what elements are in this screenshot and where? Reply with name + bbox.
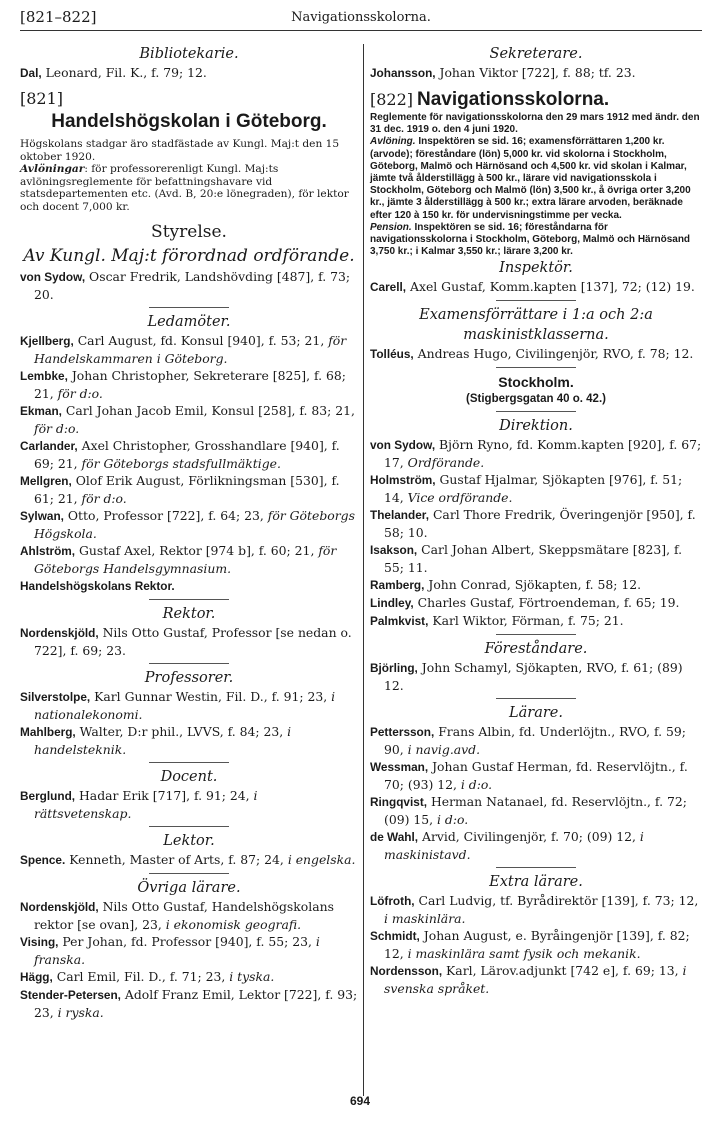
intro-entries (370, 64, 702, 82)
staff-name: Holmström, (370, 473, 436, 488)
page-number: 694 (349, 1094, 371, 1108)
section-rule (149, 307, 229, 308)
staff-entry (20, 851, 358, 869)
left-sections (20, 220, 358, 1021)
section-heading: Docent. (160, 768, 218, 785)
staff-details: Nils Otto Gustaf, Professor [se nedan o. 722], f. 69; 23. (34, 624, 352, 658)
staff-name: Dal, (20, 66, 42, 80)
staff-entry (20, 367, 358, 402)
staff-details: Hadar Erik [717], f. 91; 24, (75, 787, 254, 803)
staff-details: Arvid, Civilingenjör, f. 70; (09) 12, (418, 829, 640, 845)
salary-lead: Avlöningar (20, 163, 85, 176)
staff-note: för Göteborgs Högskola. (34, 507, 355, 541)
staff-name: Sylwan, (20, 508, 64, 523)
staff-details: Walter, D:r phil., LVVS, f. 84; 23, (75, 723, 288, 739)
staff-note: Vice ordförande. (407, 490, 513, 506)
section-heading: Inspektör. (499, 260, 573, 277)
staff-details: Johan Gustaf Herman, fd. Reservlöjtn., f. 70; (93) 12, (384, 759, 688, 793)
staff-details: Björn Ryno, fd. Komm.kapten [920], f. 67; 17, (384, 437, 702, 471)
staff-details: John Conrad, Sjökapten, f. 58; 12. (424, 577, 642, 593)
staff-entry (20, 898, 358, 933)
staff-note: för d:o. (57, 385, 103, 401)
staff-note: i maskinlära. (384, 911, 466, 927)
department-title: Navigationsskolorna. (416, 89, 610, 110)
staff-entry (370, 793, 702, 828)
staff-name: Pettersson, (370, 725, 435, 740)
section-address: (Stigbergsgatan 40 o. 42.) (466, 393, 606, 406)
staff-details: Karl, Lärov.adjunkt [742 e], f. 69; 13, (442, 963, 683, 979)
department-header (20, 88, 358, 134)
staff-details: Karl Wiktor, Förman, f. 75; 21. (428, 613, 624, 629)
staff-details: Johan Viktor [722], f. 88; tf. 23. (435, 65, 636, 80)
staff-name: von Sydow, (20, 269, 86, 284)
staff-name: Ahlström, (20, 543, 76, 558)
staff-details: Olof Erik August, Förlikningsman [530], f. 61; 21, (34, 472, 340, 506)
staff-details: Axel Christopher, Grosshandlare [940], f. 69; 21, (34, 437, 340, 471)
staff-name: Mahlberg, (20, 724, 76, 739)
staff-name: Spence. (20, 852, 66, 867)
staff-details: Herman Natanael, fd. Reservlöjtn., f. 72; (09) 15, (384, 794, 687, 828)
section-rule (496, 411, 576, 412)
staff-name: Schmidt, (370, 929, 420, 944)
staff-name: Lindley, (370, 596, 414, 611)
staff-note: i engelska. (287, 851, 356, 867)
section-heading: Bibliotekarie. (139, 46, 239, 62)
right-column (370, 44, 702, 997)
staff-entry (20, 402, 358, 437)
salary-text: : för professorerenligt Kungl. Maj:ts avlöningsreglemente för befattningshavare vid statsdepartementen etc. (Avd. B, 20:e lönegraden), för lektor och docent 7,000 kr. (20, 163, 349, 213)
staff-details: Kenneth, Master of Arts, f. 87; 24, (65, 851, 288, 867)
staff-name: Tolléus, (370, 347, 414, 362)
staff-name: Kjellberg, (20, 333, 74, 348)
staff-note: för Handelskammaren i Göteborg. (34, 332, 347, 366)
section-heading: Ledamöter. (147, 313, 231, 330)
staff-note: i ekonomisk geografi. (165, 916, 302, 932)
staff-entry (370, 659, 702, 694)
staff-entry (370, 541, 702, 576)
staff-entry (370, 345, 702, 363)
staff-entry (20, 542, 358, 577)
staff-name: Hägg, (20, 969, 53, 984)
staff-name: Carlander, (20, 438, 78, 453)
staff-note: för Göteborgs stadsfullmäktige. (81, 455, 281, 471)
staff-entry (20, 933, 358, 968)
staff-entry (20, 968, 358, 986)
staff-entry (370, 927, 702, 962)
staff-entry (370, 723, 702, 758)
staff-name: Silverstolpe, (20, 689, 91, 704)
section-heading: Övriga lärare. (137, 879, 241, 896)
staff-name: de Wahl, (370, 830, 419, 845)
section-rule (496, 867, 576, 868)
staff-details: Karl Gunnar Westin, Fil. D., f. 91; 23, (90, 688, 332, 704)
department-pension (370, 222, 702, 259)
department-salary (20, 163, 358, 213)
staff-details: Carl Johan Jacob Emil, Konsul [258], f. 83; 21, (61, 402, 355, 418)
right-sections (370, 258, 702, 997)
staff-entry (20, 437, 358, 472)
staff-entry (370, 612, 702, 630)
section-heading: Av Kungl. Maj:t förordnad ordförande. (23, 245, 355, 266)
staff-entry (20, 688, 358, 723)
staff-note: i rättsvetenskap. (34, 787, 258, 821)
staff-entry (370, 436, 702, 471)
section-rule (496, 634, 576, 635)
staff-entry (370, 64, 702, 82)
staff-note: för Göteborgs Handelsgymnasium. (34, 542, 337, 576)
section-heading: Professorer. (144, 669, 234, 686)
staff-entry (20, 986, 358, 1021)
staff-note: i maskinlära samt fysik och mekanik. (407, 946, 641, 962)
pension-lead: Pension. (370, 221, 412, 233)
staff-note: för d:o. (34, 420, 80, 436)
staff-entry (20, 472, 358, 507)
staff-name: Carell, (370, 280, 407, 295)
staff-details: Leonard, Fil. K., f. 79; 12. (41, 65, 207, 80)
staff-entry (20, 332, 358, 367)
staff-details: Nils Otto Gustaf, Handelshögskolans rektor [se ovan], 23, (34, 898, 334, 932)
staff-details: Gustaf Axel, Rektor [974 b], f. 60; 21, (75, 542, 319, 558)
staff-details: Johan August, e. Byråingenjör [139], f. 82; 12, (384, 928, 690, 962)
staff-details: Adolf Franz Emil, Lektor [722], f. 93; 23, (34, 986, 358, 1020)
staff-note: i nationalekonomi. (34, 688, 336, 722)
left-column (20, 44, 358, 1021)
staff-name: Johansson, (370, 66, 436, 80)
staff-note: i franska. (34, 933, 320, 967)
staff-name: Nordenskjöld, (20, 625, 99, 640)
staff-name: Handelshögskolans Rektor. (20, 578, 175, 593)
staff-details: Charles Gustaf, Förtroendeman, f. 65; 19. (413, 595, 680, 611)
staff-entry (20, 787, 358, 822)
department-number: [822] (370, 90, 414, 109)
department-statute: Reglemente för navigationsskolorna den 29 mars 1912 med ändr. den 31 dec. 1919 o. den 4 juni 1920. (370, 112, 700, 136)
staff-name: Nordensson, (370, 964, 443, 979)
department-number: [821] (20, 89, 64, 108)
staff-note: i d:o. (437, 812, 469, 828)
staff-entry (370, 828, 702, 863)
staff-name: Wessman, (370, 760, 429, 775)
staff-details: John Schamyl, Sjökapten, RVO, f. 61; (89) 12. (384, 660, 683, 694)
section-rule (496, 367, 576, 368)
staff-name: Ekman, (20, 403, 62, 418)
staff-entry (370, 506, 702, 541)
staff-name: Berglund, (20, 788, 76, 803)
staff-name: Lembke, (20, 368, 68, 383)
staff-entry (370, 278, 702, 296)
section-heading: Lektor. (163, 832, 215, 849)
staff-note: i svenska språket. (384, 963, 687, 997)
salary-lead: Avlöning. (370, 136, 416, 148)
section-heading: Examensförrättare i 1:a och 2:a maskinistklasserna. (419, 307, 653, 344)
staff-name: Palmkvist, (370, 614, 429, 629)
section-rule (496, 300, 576, 301)
staff-name: Björling, (370, 661, 418, 676)
staff-entry (370, 594, 702, 612)
staff-entry (370, 471, 702, 506)
staff-entry (20, 64, 358, 82)
staff-note: i ryska. (57, 1004, 104, 1020)
department-header (370, 88, 702, 112)
intro-entries (20, 64, 358, 82)
section-heading: Stockholm. (498, 374, 574, 391)
staff-name: Ramberg, (370, 578, 425, 593)
staff-name: Isakson, (370, 543, 418, 558)
staff-name: Thelander, (370, 508, 430, 523)
staff-note: för d:o. (81, 490, 127, 506)
staff-name: Nordenskjöld, (20, 899, 99, 914)
section-rule (149, 762, 229, 763)
staff-entry (370, 962, 702, 997)
section-heading: Styrelse. (151, 221, 227, 242)
staff-entry (370, 892, 702, 927)
staff-name: Ringqvist, (370, 795, 428, 810)
section-heading: Rektor. (162, 605, 216, 622)
staff-details: Carl Johan Albert, Skeppsmätare [823], f. 55; 11. (384, 542, 683, 576)
staff-details: Carl August, fd. Konsul [940], f. 53; 21, (73, 332, 329, 348)
staff-name: Vising, (20, 934, 59, 949)
staff-details: Otto, Professor [722], f. 64; 23, (63, 507, 268, 523)
staff-note: i maskinistavd. (384, 829, 644, 863)
staff-entry (370, 576, 702, 594)
section-heading: Föreståndare. (484, 641, 588, 658)
staff-details: Carl Emil, Fil. D., f. 71; 23, (52, 968, 230, 984)
staff-details: Per Johan, fd. Professor [940], f. 55; 23, (58, 933, 316, 949)
staff-details: Andreas Hugo, Civilingenjör, RVO, f. 78; 12. (413, 346, 694, 362)
staff-details: Axel Gustaf, Komm.kapten [137], 72; (12) 19. (406, 279, 695, 295)
running-title: Navigationsskolorna. (291, 10, 431, 25)
staff-note: i navig.avd. (407, 742, 481, 758)
department-statute: Högskolans stadgar äro stadfästade av Kungl. Maj:t den 15 oktober 1920. (20, 138, 340, 163)
staff-details: Johan Christopher, Sekreterare [825], f. 68; 21, (34, 367, 346, 401)
staff-entry (20, 268, 358, 303)
staff-entry (20, 507, 358, 542)
staff-entry (20, 624, 358, 659)
staff-entry (20, 577, 358, 595)
staff-name: von Sydow, (370, 438, 436, 453)
section-rule (496, 698, 576, 699)
staff-note: Ordförande. (407, 455, 485, 471)
staff-note: i tyska. (229, 968, 275, 984)
staff-details: Gustaf Hjalmar, Sjökapten [976], f. 51; 14, (384, 472, 683, 506)
department-salary (370, 136, 702, 221)
staff-details: Oscar Fredrik, Landshövding [487], f. 73; 20. (34, 268, 351, 302)
staff-details: Carl Ludvig, tf. Byrådirektör [139], f. 73; 12, (414, 893, 699, 909)
page-range: [821–822] (20, 8, 97, 26)
staff-entry (20, 723, 358, 758)
staff-details: Carl Thore Fredrik, Överingenjör [950], f. 58; 10. (384, 507, 696, 541)
staff-details: Frans Albin, fd. Underlöjtn., RVO, f. 59; 90, (384, 724, 686, 758)
running-header (20, 6, 702, 31)
staff-name: Stender-Petersen, (20, 987, 121, 1002)
staff-note: i d:o. (460, 777, 493, 793)
section-rule (149, 826, 229, 827)
section-rule (149, 663, 229, 664)
pension-text: Inspektören se sid. 16; föreståndarna för navigationsskolorna i Stockholm, Göteborg, Malmö och Härnösand 3,750 kr.; i Kalmar 3,550 kr.; lärare 3,200 kr. (370, 221, 691, 258)
staff-name: Mellgren, (20, 473, 72, 488)
section-heading: Sekreterare. (489, 46, 583, 62)
section-rule (149, 873, 229, 874)
section-heading: Extra lärare. (489, 874, 583, 891)
staff-note: i handelsteknik. (34, 723, 292, 757)
staff-name: Löfroth, (370, 894, 415, 909)
section-rule (149, 599, 229, 600)
column-divider (363, 44, 364, 1096)
section-heading: Lärare. (509, 705, 563, 722)
salary-text: Inspektören se sid. 16; examensförrättaren 1,200 kr. (arvode); föreståndare (lön) 5,000 kr. vid skolorna i Stockholm, Göteborg, Malmö och Härnösand och 4,500 kr. vid skolan i Kalmar, jämte två ålderstillägg à 500 kr., lärare vid navigationsskola i Stockholm, Göteborg och Malmö (lön) 3,500 kr., å övriga orter 3,200 kr., jämte 3 ålderstillägg à 500 kr.; extra lärare arvoden, beräknade efter 120 à 150 kr. för undervisningstimme per vecka. (370, 136, 691, 221)
section-heading: Direktion. (499, 418, 573, 435)
staff-entry (370, 758, 702, 793)
department-title: Handelshögskolan i Göteborg. (51, 111, 327, 132)
